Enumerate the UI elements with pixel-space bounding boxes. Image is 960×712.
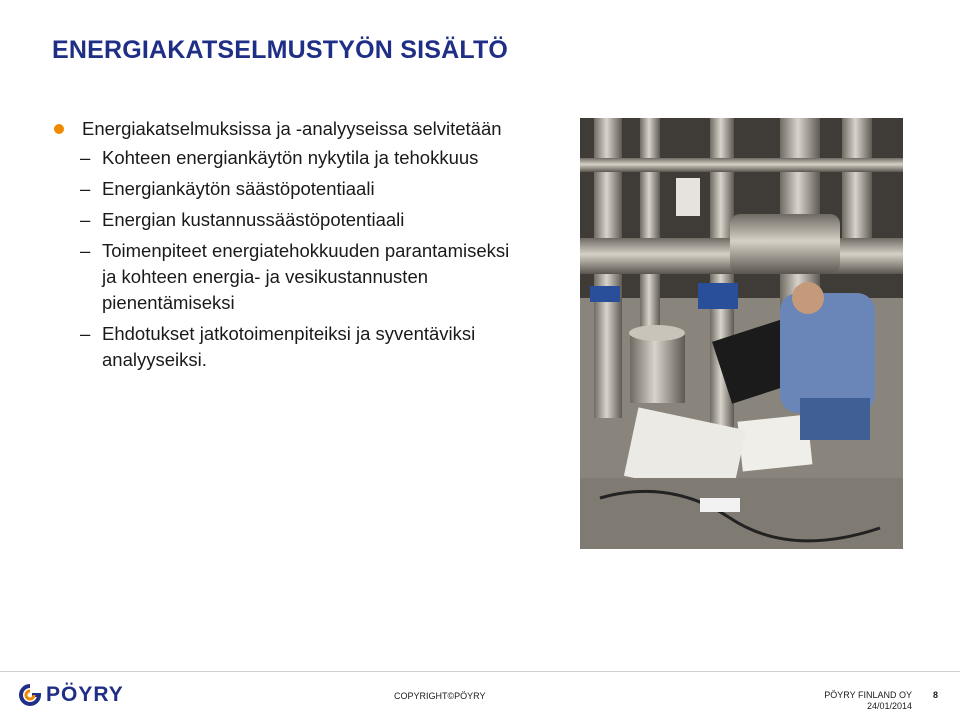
bullet-content [52, 116, 522, 378]
sub-bullet-text: Energian kustannussäästöpotentiaali [102, 209, 405, 230]
sub-bullet-item [80, 321, 522, 373]
footer-divider [0, 671, 960, 672]
copyright-text: COPYRIGHT©PÖYRY [394, 691, 486, 701]
slide-title: ENERGIAKATSELMUSTYÖN SISÄLTÖ [52, 36, 509, 64]
sub-bullet-text: Kohteen energiankäytön nykytila ja tehokkuus [102, 147, 479, 168]
dash-icon: – [80, 323, 91, 344]
dash-icon: – [80, 209, 91, 230]
dash-icon: – [80, 178, 91, 199]
technician-photo [580, 118, 903, 549]
sub-bullet-item [80, 238, 522, 316]
poyry-logo-mark-icon [18, 683, 42, 707]
sub-bullet-item [80, 145, 522, 171]
company-name: PÖYRY FINLAND OY [824, 690, 912, 700]
sub-bullet-text: Ehdotukset jatkotoimenpiteiksi ja syventäviksi analyyseiksi. [102, 323, 476, 370]
dash-icon: – [80, 240, 91, 261]
main-bullet-text: Energiakatselmuksissa ja -analyyseissa selvitetään [82, 118, 502, 139]
sub-bullet-text: Energiankäytön säästöpotentiaali [102, 178, 375, 199]
footer-company [824, 690, 912, 712]
poyry-logo [18, 683, 148, 707]
sub-bullet-text: Toimenpiteet energiatehokkuuden parantamiseksi ja kohteen energia- ja vesikustannusten pienentämiseksi [102, 240, 510, 313]
main-bullet [52, 116, 522, 142]
sub-bullet-item [80, 176, 522, 202]
logo-wordmark: PÖYRY [46, 683, 124, 706]
pipe-room-illustration [580, 118, 903, 549]
page-number: 8 [932, 690, 938, 700]
bullet-dot-icon [54, 124, 64, 134]
dash-icon: – [80, 147, 91, 168]
footer-date: 24/01/2014 [866, 701, 912, 711]
sub-bullet-list [80, 145, 522, 373]
sub-bullet-item [80, 207, 522, 233]
